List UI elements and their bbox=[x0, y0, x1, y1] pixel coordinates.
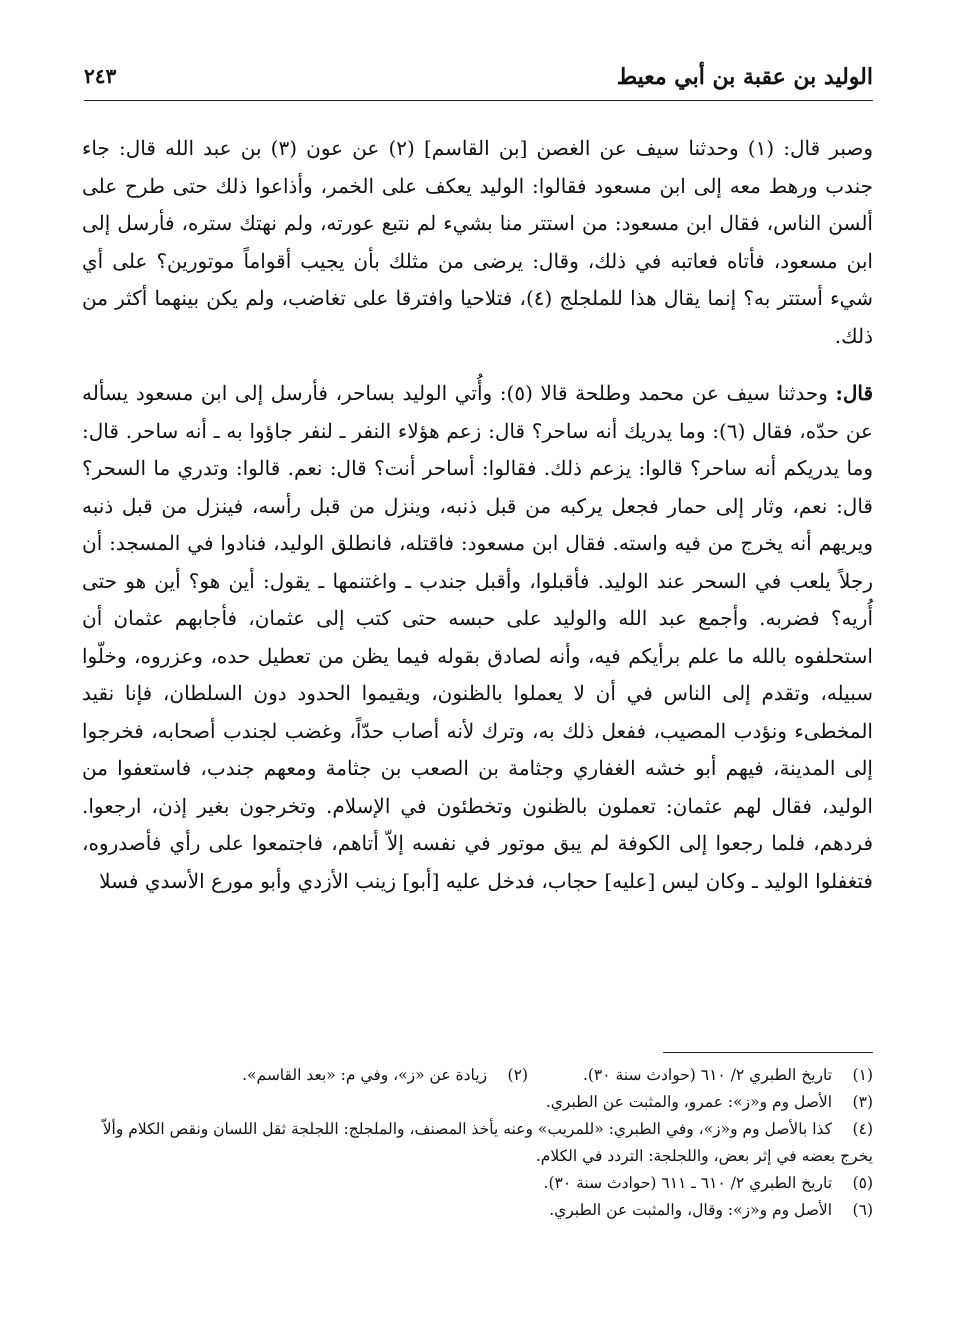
footnote-text: كذا بالأصل وم و«ز»، وفي الطبري: «للمريب» وعنه يأخذ المصنف، والملجلج: اللجلجة ثقل اللسان ونقص الكلام وألاّ يخرج بعضه في إثر بعض، واللجلجة: التردد في الكلام. bbox=[102, 1120, 873, 1165]
paragraph bbox=[82, 130, 873, 355]
footnote-text: تاريخ الطبري ٢/ ٦١٠ (حوادث سنة ٣٠). bbox=[582, 1066, 833, 1084]
page-header bbox=[84, 62, 873, 102]
footnote-number: (٦) bbox=[852, 1201, 873, 1219]
footnote-item bbox=[82, 1170, 873, 1197]
paragraph-text: وحدثنا سيف عن محمد وطلحة قالا (٥): وأُتي الوليد بساحر، فأرسل إلى ابن مسعود يسأله عن حدّه، فقال (٦): وما يدريك أنه ساحر؟ قال: زعم هؤلاء النفر ـ لنفر جاؤوا به ـ أنه ساحر. قال: وما يدريكم أنه ساحر؟ قالوا: يزعم ذلك. فقالوا: أساحر أنت؟ قال: نعم. قالوا: وتدري ما السحر؟ قال: نعم، وثار إلى حمار فجعل يركبه من قبل ذنبه، وينزل من قبل رأسه، فينزل من قبل ذنبه ويريهم أنه يخرج من فيه واسته. فقال ابن مسعود: فاقتله، فانطلق الوليد، فنادوا في المسجد: أن رجلاً يلعب في السحر عند الوليد. فأقبلوا، وأقبل جندب ـ واغتنمها ـ يقول: أين هو؟ أين هو حتى أُريه؟ فضربه. وأجمع عبد الله والوليد على حبسه حتى كتب إلى عثمان، فأجابهم عثمان أن استحلفوه بالله ما علم برأيكم فيه، وأنه لصادق بقوله فيما يظن من تعطيل حده، وعزروه، وخلّوا سبيله، وتقدم إلى الناس في أن لا يعملوا بالظنون، ويقيموا الحدود دون السلطان، فإنا نقيد المخطىء ونؤدب المصيب، ففعل ذلك به، وترك لأنه أصاب حدّاً، وغضب لجندب أصحابه، فخرجوا إلى المدينة، فيهم أبو خشه الغفاري وجثامة بن الصعب بن جثامة ومعهم جندب، فاستعفوا من الوليد، فقال لهم عثمان: تعملون بالظنون وتخطئون في الإسلام. وتخرجون بغير إذن، ارجعوا. فردهم، فلما رجعوا إلى الكوفة لم يبق موتور في نفسه إلاّ أتاهم، فاجتمعوا على رأي فأصدروه، فتغفلوا الوليد ـ وكان ليس [عليه] حجاب، فدخل عليه [أبو] زينب الأزدي وأبو مورع الأسدي فسلا bbox=[82, 381, 873, 893]
footnote-text: الأصل وم و«ز»: عمرو، والمثبت عن الطبري. bbox=[545, 1093, 833, 1111]
footnote-number: (١) bbox=[852, 1066, 873, 1084]
footnote-text: الأصل وم و«ز»: وقال، والمثبت عن الطبري. bbox=[549, 1201, 833, 1219]
footnote-item bbox=[242, 1062, 528, 1089]
footnote-rule bbox=[663, 1052, 873, 1053]
paragraph-text: وصبر قال: (١) وحدثنا سيف عن الغصن [بن القاسم] (٢) عن عون (٣) بن عبد الله قال: جاء جندب ورهط معه إلى ابن مسعود فقالوا: الوليد يعكف على الخمر، وأذاعوا ذلك حتى طرح على ألسن الناس، فقال ابن مسعود: من استتر منا بشيء لم نتبع عورته، ولم نهتك ستره، فأرسل إلى ابن مسعود، فأتاه فعاتبه في ذلك، وقال: يرضى من مثلك بأن يجيب أقواماً موتورين؟ على أي شيء أستتر به؟ إنما يقال هذا للملجلج (٤)، فتلاحيا وافترقا على تغاضب، ولم يكن بينهما أكثر من ذلك. bbox=[82, 136, 874, 348]
footnote-item bbox=[82, 1089, 873, 1116]
footnote-item bbox=[82, 1197, 873, 1224]
paragraph bbox=[82, 375, 873, 900]
footnote-row bbox=[82, 1062, 873, 1089]
footnote-number: (٤) bbox=[852, 1120, 873, 1138]
header-rule bbox=[84, 100, 873, 101]
paragraph-lead: قال: bbox=[835, 381, 874, 405]
footnote-item bbox=[528, 1062, 873, 1089]
footnote-text: تاريخ الطبري ٢/ ٦١٠ ـ ٦١١ (حوادث سنة ٣٠). bbox=[543, 1174, 833, 1192]
running-title: الوليد بن عقبة بن أبي معيط bbox=[616, 64, 873, 90]
page-number: ٢٤٣ bbox=[84, 64, 117, 88]
footnote-number: (٥) bbox=[852, 1174, 873, 1192]
footnote-item bbox=[82, 1116, 873, 1170]
footnote-number: (٣) bbox=[852, 1093, 873, 1111]
footnotes bbox=[82, 1062, 873, 1224]
main-text bbox=[82, 130, 873, 900]
footnote-number: (٢) bbox=[507, 1066, 528, 1084]
footnote-text: زيادة عن «ز»، وفي م: «بعد القاسم». bbox=[242, 1066, 488, 1084]
